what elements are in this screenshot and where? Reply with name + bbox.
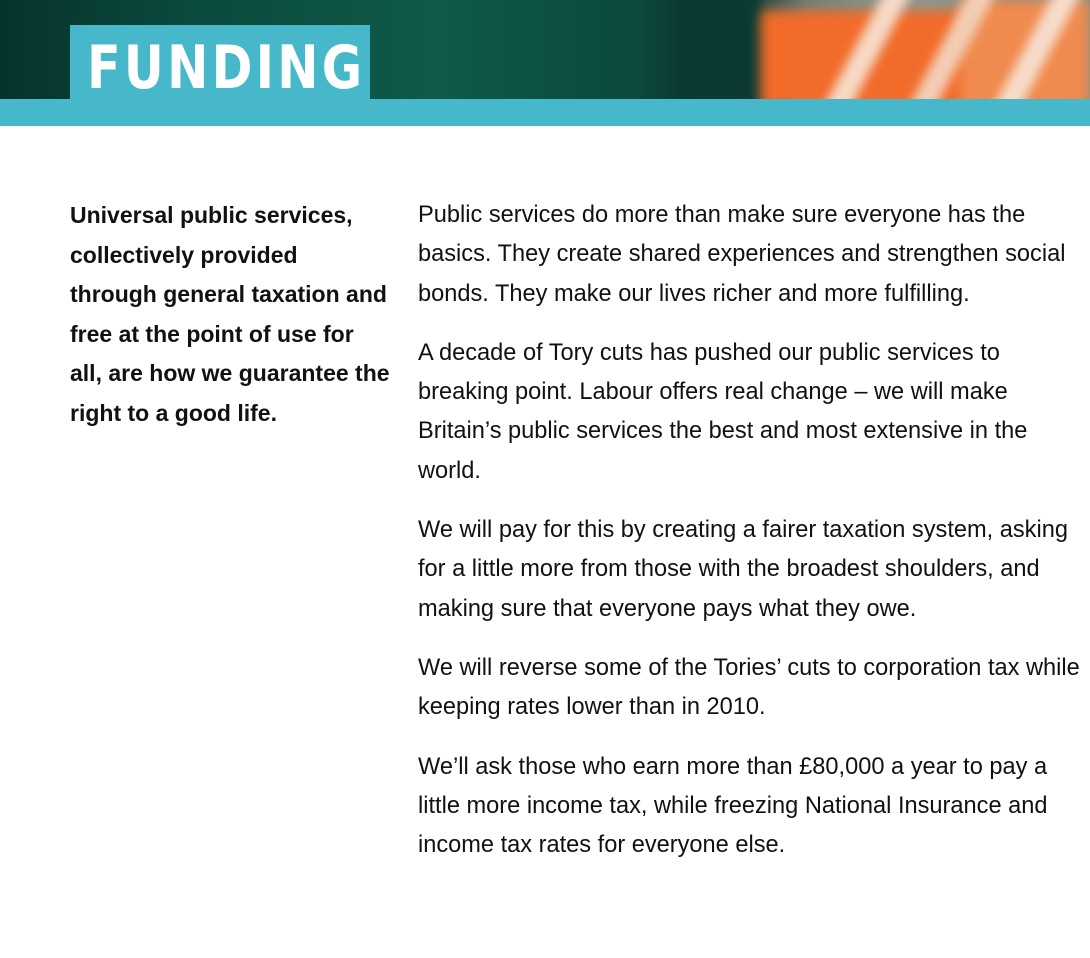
section-heading-box	[70, 25, 370, 107]
body-paragraph: We’ll ask those who earn more than £80,000 a year to pay a little more income tax, while freezing National Insurance and income tax rates for everyone else.	[418, 753, 1048, 859]
body-paragraph: Public services do more than make sure everyone has the basics. They create shared experiences and strengthen social bonds. They make our lives richer and more fulfilling.	[418, 202, 1066, 307]
section-heading: FUNDING	[87, 33, 366, 103]
body-paragraph: We will reverse some of the Tories’ cuts to corporation tax while keeping rates lower than in 2010.	[418, 654, 1080, 721]
body-paragraph: A decade of Tory cuts has pushed our public services to breaking point. Labour offers real change – we will make Britain’s public services the best and most extensive in the world.	[418, 339, 1028, 484]
body-text-column	[418, 196, 1086, 885]
body-paragraph: We will pay for this by creating a fairer taxation system, asking for a little more from those with the broadest shoulders, and making sure that everyone pays what they owe.	[418, 517, 1068, 622]
lead-statement: Universal public services, collectively provided through general taxation and free at the point of use for all, are how we guarantee the right to a good life.	[70, 202, 390, 426]
photo-shape-dark	[690, 0, 760, 100]
